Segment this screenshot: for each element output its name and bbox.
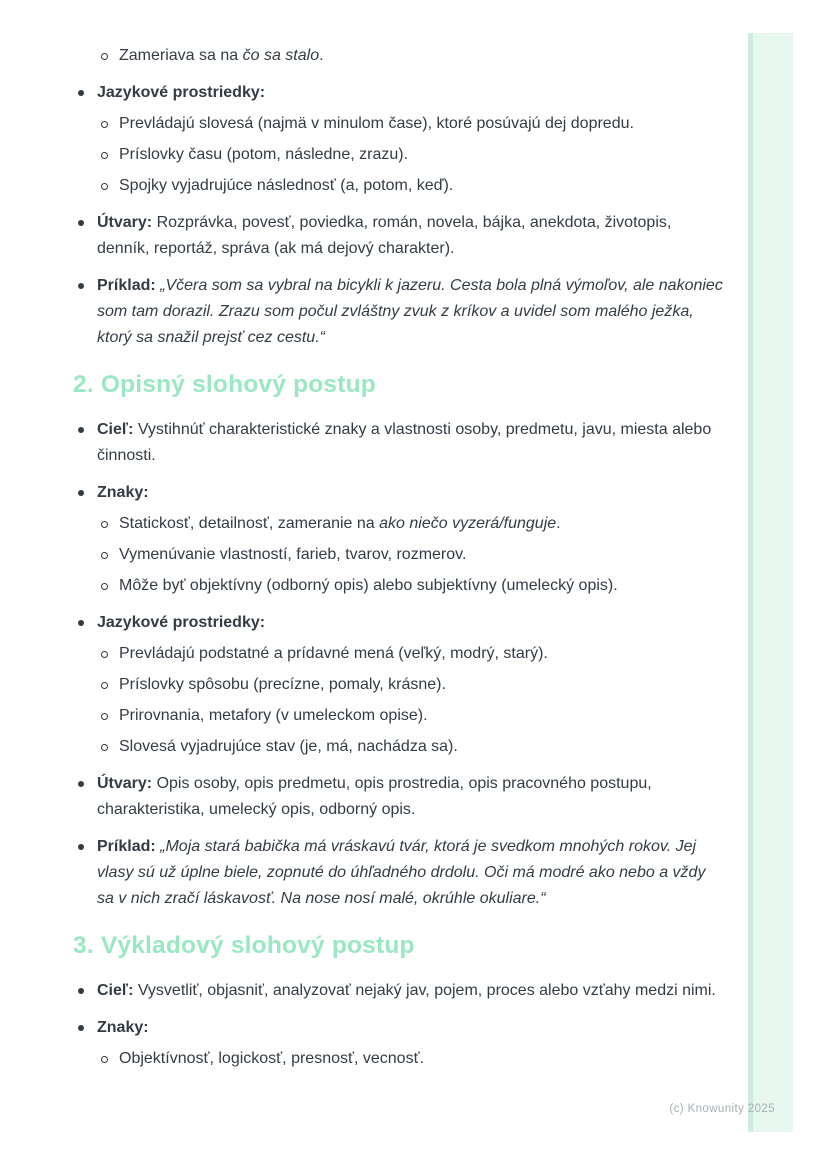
page-edge-highlight-bar [748, 33, 793, 1132]
sub-list-item [73, 173, 725, 199]
copyright-footer: (c) Knowunity 2025 [669, 1103, 775, 1115]
text-run: . [319, 47, 324, 64]
text-run: Cieľ: [97, 982, 134, 999]
bullet-icon [78, 90, 84, 96]
text-run: Opis osoby, opis predmetu, opis prostredia, opis pracovného postupu, charakteristika, umelecký opis, odborný opis. [97, 775, 652, 818]
text-run: Útvary: [97, 775, 153, 792]
list-item [73, 417, 725, 469]
circle-bullet-icon [101, 744, 108, 751]
text-run: Jazykové prostriedky: [97, 84, 266, 101]
sub-list-item [73, 511, 725, 537]
text-run: Vysvetliť, objasniť, analyzovať nejaký jav, pojem, proces alebo vzťahy medzi nimi. [133, 982, 716, 999]
bullet-icon [78, 781, 84, 787]
circle-bullet-icon [101, 651, 108, 658]
sub-list-item [73, 734, 725, 760]
section-heading: 2. Opisný slohový postup [73, 371, 376, 398]
sub-list-item [73, 111, 725, 137]
sub-list-item [73, 573, 725, 599]
text-run: Znaky: [97, 1019, 149, 1036]
sub-list-item [73, 703, 725, 729]
circle-bullet-icon [101, 152, 108, 159]
sub-list-item [73, 142, 725, 168]
bullet-icon [78, 220, 84, 226]
text-run: Spojky vyjadrujúce následnosť (a, potom, keď). [119, 177, 454, 194]
circle-bullet-icon [101, 1056, 108, 1063]
text-run: Príklad: [97, 838, 156, 855]
circle-bullet-icon [101, 183, 108, 190]
sub-list-item [73, 542, 725, 568]
circle-bullet-icon [101, 713, 108, 720]
text-run: Prevládajú slovesá (najmä v minulom čase), ktoré posúvajú dej dopredu. [119, 115, 634, 132]
bullet-icon [78, 1025, 84, 1031]
bullet-icon [78, 620, 84, 626]
text-run: čo sa stalo [242, 47, 320, 64]
circle-bullet-icon [101, 583, 108, 590]
bullet-icon [78, 427, 84, 433]
bullet-icon [78, 844, 84, 850]
text-run: Príslovky spôsobu (precízne, pomaly, krásne). [119, 676, 446, 693]
circle-bullet-icon [101, 521, 108, 528]
document-content [73, 38, 725, 1072]
text-run: Statickosť, detailnosť, zameranie na [119, 515, 380, 532]
text-run: . [556, 515, 561, 532]
text-run: „Moja stará babička má vráskavú tvár, ktorá je svedkom mnohých rokov. Jej vlasy sú už úplne biele, zopnuté do úhľadného drdolu. Oči má modré ako nebo a vždy sa v nich zračí láskavosť. Na nose nosí malé, okrúhle okuliare.“ [97, 838, 706, 907]
bullet-icon [78, 988, 84, 994]
text-run: Vystihnúť charakteristické znaky a vlastnosti osoby, predmetu, javu, miesta alebo činnosti. [97, 421, 712, 464]
section-heading: 3. Výkladový slohový postup [73, 932, 415, 959]
text-run: Cieľ: [97, 421, 134, 438]
text-run: Útvary: [97, 214, 153, 231]
text-run: Rozprávka, povesť, poviedka, román, novela, bájka, anekdota, životopis, denník, reportáž, správa (ak má dejový charakter). [97, 214, 672, 257]
list-item [73, 273, 725, 351]
text-run: ako niečo vyzerá/funguje [379, 515, 557, 532]
text-run: Prevládajú podstatné a prídavné mená (veľký, modrý, starý). [119, 645, 548, 662]
list-item [73, 834, 725, 912]
text-run: Prirovnania, metafory (v umeleckom opise). [119, 707, 428, 724]
sub-list-item [73, 43, 725, 69]
circle-bullet-icon [101, 121, 108, 128]
list-item [73, 1015, 725, 1041]
sub-list-item [73, 641, 725, 667]
list-item [73, 610, 725, 636]
circle-bullet-icon [101, 682, 108, 689]
list-item [73, 771, 725, 823]
list-item [73, 80, 725, 106]
circle-bullet-icon [101, 552, 108, 559]
sub-list-item [73, 1046, 725, 1072]
text-run: Príklad: [97, 277, 156, 294]
bullet-icon [78, 283, 84, 289]
text-run: Zameriava sa na [119, 47, 243, 64]
circle-bullet-icon [101, 53, 108, 60]
text-run: Príslovky času (potom, následne, zrazu). [119, 146, 409, 163]
text-run: Slovesá vyjadrujúce stav (je, má, nachádza sa). [119, 738, 458, 755]
text-run: Jazykové prostriedky: [97, 614, 266, 631]
text-run: Znaky: [97, 484, 149, 501]
list-item [73, 210, 725, 262]
text-run: Objektívnosť, logickosť, presnosť, vecnosť. [119, 1050, 425, 1067]
text-run: Vymenúvanie vlastností, farieb, tvarov, rozmerov. [119, 546, 467, 563]
list-item [73, 978, 725, 1004]
bullet-icon [78, 490, 84, 496]
text-run: Môže byť objektívny (odborný opis) alebo subjektívny (umelecký opis). [119, 577, 618, 594]
sub-list-item [73, 672, 725, 698]
text-run: „Včera som sa vybral na bicykli k jazeru. Cesta bola plná výmoľov, ale nakoniec som tam dorazil. Zrazu som počul zvláštny zvuk z kríkov a uvidel som malého ježka, ktorý sa snažil prejsť cez cestu.“ [97, 277, 723, 346]
list-item [73, 480, 725, 506]
